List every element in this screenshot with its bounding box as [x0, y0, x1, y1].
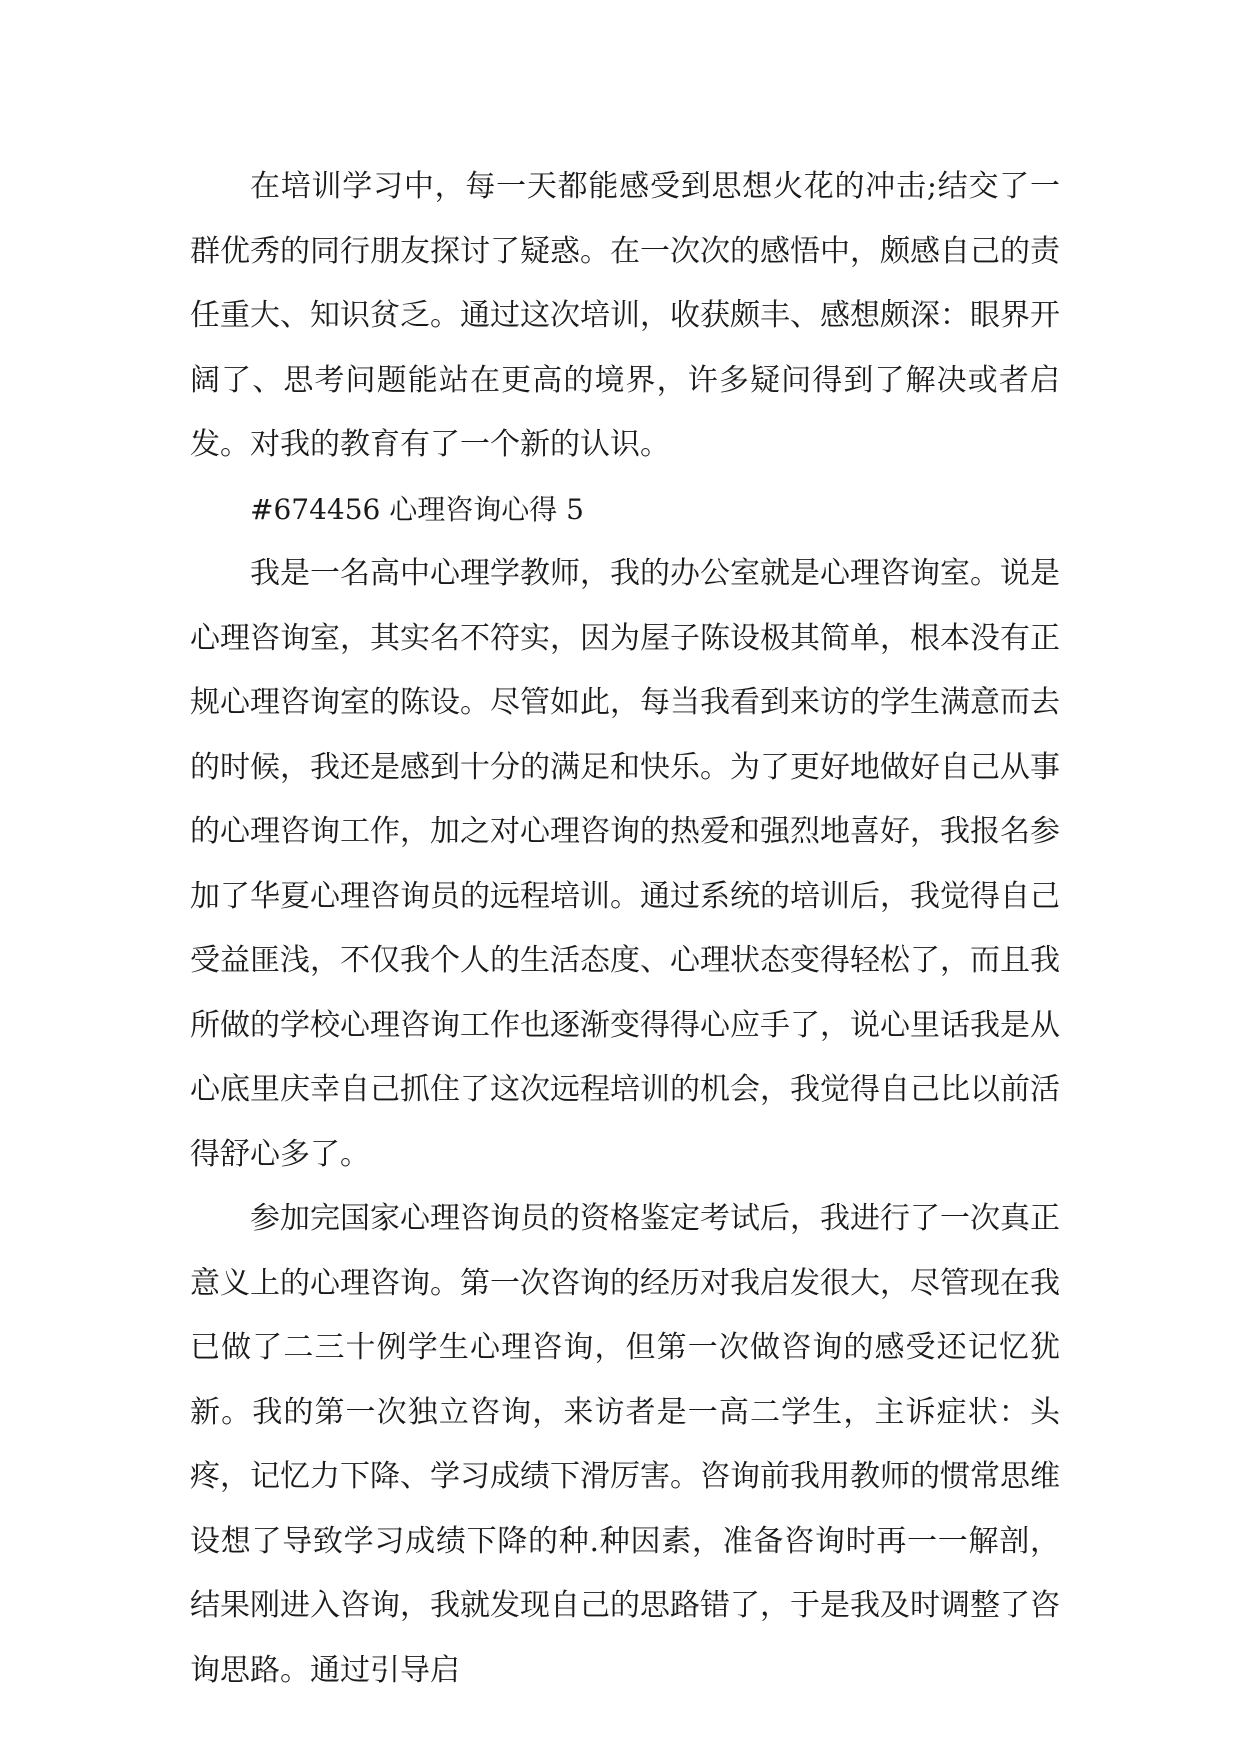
paragraph-first-counseling: 参加完国家心理咨询员的资格鉴定考试后，我进行了一次真正意义上的心理咨询。第一次咨询的经历对我启发很大，尽管现在我已做了二三十例学生心理咨询，但第一次做咨询的感受还记忆犹新。我的第一次独立咨询，来访者是一高二学生，主诉症状：头疼，记忆力下降、学习成绩下滑厉害。咨询前我用教师的惯常思维设想了导致学习成绩下降的种.种因素，准备咨询时再一一解剖，结果刚进入咨询，我就发现自己的思路错了，于是我及时调整了咨询思路。通过引导启: [190, 1201, 1060, 1688]
document-body: [190, 155, 1060, 1703]
paragraph-training-reflection: 在培训学习中，每一天都能感受到思想火花的冲击;结交了一群优秀的同行朋友探讨了疑惑。在一次次的感悟中，颇感自己的责任重大、知识贫乏。通过这次培训，收获颇丰、感想颇深：眼界开阔了、思考问题能站在更高的境界，许多疑问得到了解决或者启发。对我的教育有了一个新的认识。: [190, 169, 1060, 462]
section-heading: #674456 心理咨询心得 5: [250, 492, 584, 526]
paragraph-teacher-introduction: 我是一名高中心理学教师，我的办公室就是心理咨询室。说是心理咨询室，其实名不符实，因为屋子陈设极其简单，根本没有正规心理咨询室的陈设。尽管如此，每当我看到来访的学生满意而去的时候，我还是感到十分的满足和快乐。为了更好地做好自己从事的心理咨询工作，加之对心理咨询的热爱和强烈地喜好，我报名参加了华夏心理咨询员的远程培训。通过系统的培训后，我觉得自己受益匪浅，不仅我个人的生活态度、心理状态变得轻松了，而且我所做的学校心理咨询工作也逐渐变得得心应手了，说心里话我是从心底里庆幸自己抓住了这次远程培训的机会，我觉得自己比以前活得舒心多了。: [190, 556, 1060, 1172]
